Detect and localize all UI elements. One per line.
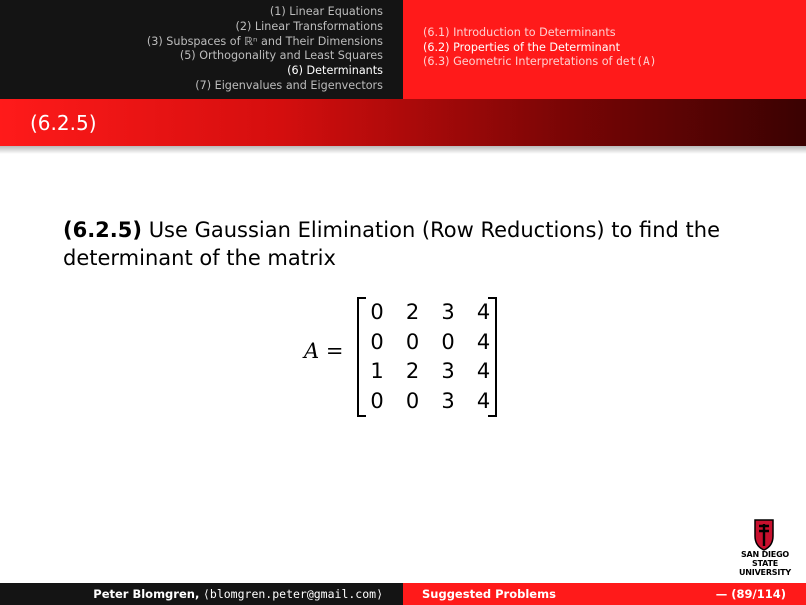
author-email: ⟨blomgren.peter@gmail.com⟩ — [202, 587, 383, 601]
page-number: — (89/114) — [715, 587, 786, 601]
section-link-5[interactable]: (5) Orthogonality and Least Squares — [179, 49, 383, 63]
matrix-entry: 4 — [476, 388, 491, 413]
section-link-1[interactable]: (1) Linear Equations — [269, 5, 383, 18]
matrix-entry: 4 — [476, 329, 491, 354]
logo-line-1: SAN DIEGO STATE — [740, 550, 790, 568]
section-list — [147, 5, 383, 94]
matrix-entry: 3 — [441, 359, 455, 383]
section-link-7[interactable]: (7) Eigenvalues and Eigenvectors — [195, 78, 383, 92]
problem-statement — [63, 216, 763, 272]
subsection-link-6-3[interactable] — [423, 55, 656, 70]
matrix — [357, 297, 497, 415]
matrix-entry: 0 — [370, 329, 384, 354]
subsection-list — [423, 26, 656, 70]
section-navigation — [0, 0, 403, 99]
problem-number: (6.2.5) — [63, 218, 142, 242]
matrix-entry: 0 — [370, 300, 384, 324]
matrix-entry: 4 — [476, 359, 491, 383]
equals-sign: = — [325, 339, 344, 363]
section-link-6-current[interactable]: (6) Determinants — [287, 64, 383, 78]
matrix-entry: 0 — [441, 329, 455, 354]
matrix-entry: 4 — [476, 300, 491, 324]
matrix-entry: 0 — [370, 388, 384, 413]
footer-author-bar — [0, 583, 403, 605]
section-link-3[interactable]: (3) Subspaces of ℝⁿ and Their Dimensions — [146, 34, 383, 48]
matrix-entry: 3 — [441, 388, 455, 413]
subsection-link-6-2-current[interactable]: (6.2) Properties of the Determinant — [423, 40, 621, 54]
title-shadow — [0, 146, 806, 154]
subsection-label: (6.3) Geometric Interpretations of — [423, 55, 617, 69]
matrix-entry: 0 — [405, 388, 420, 413]
author-name: Peter Blomgren, — [93, 587, 200, 601]
footer-topic[interactable]: Suggested Problems — [422, 587, 556, 601]
frame-title: (6.2.5) — [30, 111, 97, 135]
matrix-entry: 2 — [405, 359, 420, 383]
subsection-link-6-1[interactable]: (6.1) Introduction to Determinants — [423, 26, 616, 39]
matrix-name: A — [304, 339, 320, 363]
problem-text: Use Gaussian Elimination (Row Reductions) to find the determinant of the matrix — [63, 218, 721, 270]
matrix-entry: 0 — [405, 329, 420, 354]
logo-line-2: UNIVERSITY — [739, 568, 791, 577]
footer-topic-bar — [403, 583, 806, 605]
subsection-navigation — [403, 0, 806, 99]
subsection-math: det(A) — [616, 55, 657, 69]
footer-author — [93, 587, 383, 601]
matrix-entry: 3 — [441, 300, 455, 324]
matrix-entry: 2 — [405, 300, 420, 324]
frame-title-bar — [0, 99, 806, 146]
university-logo-text — [736, 550, 794, 577]
section-link-2[interactable]: (2) Linear Transformations — [235, 19, 383, 33]
matrix-lhs — [304, 339, 343, 363]
matrix-entry: 1 — [370, 359, 384, 383]
